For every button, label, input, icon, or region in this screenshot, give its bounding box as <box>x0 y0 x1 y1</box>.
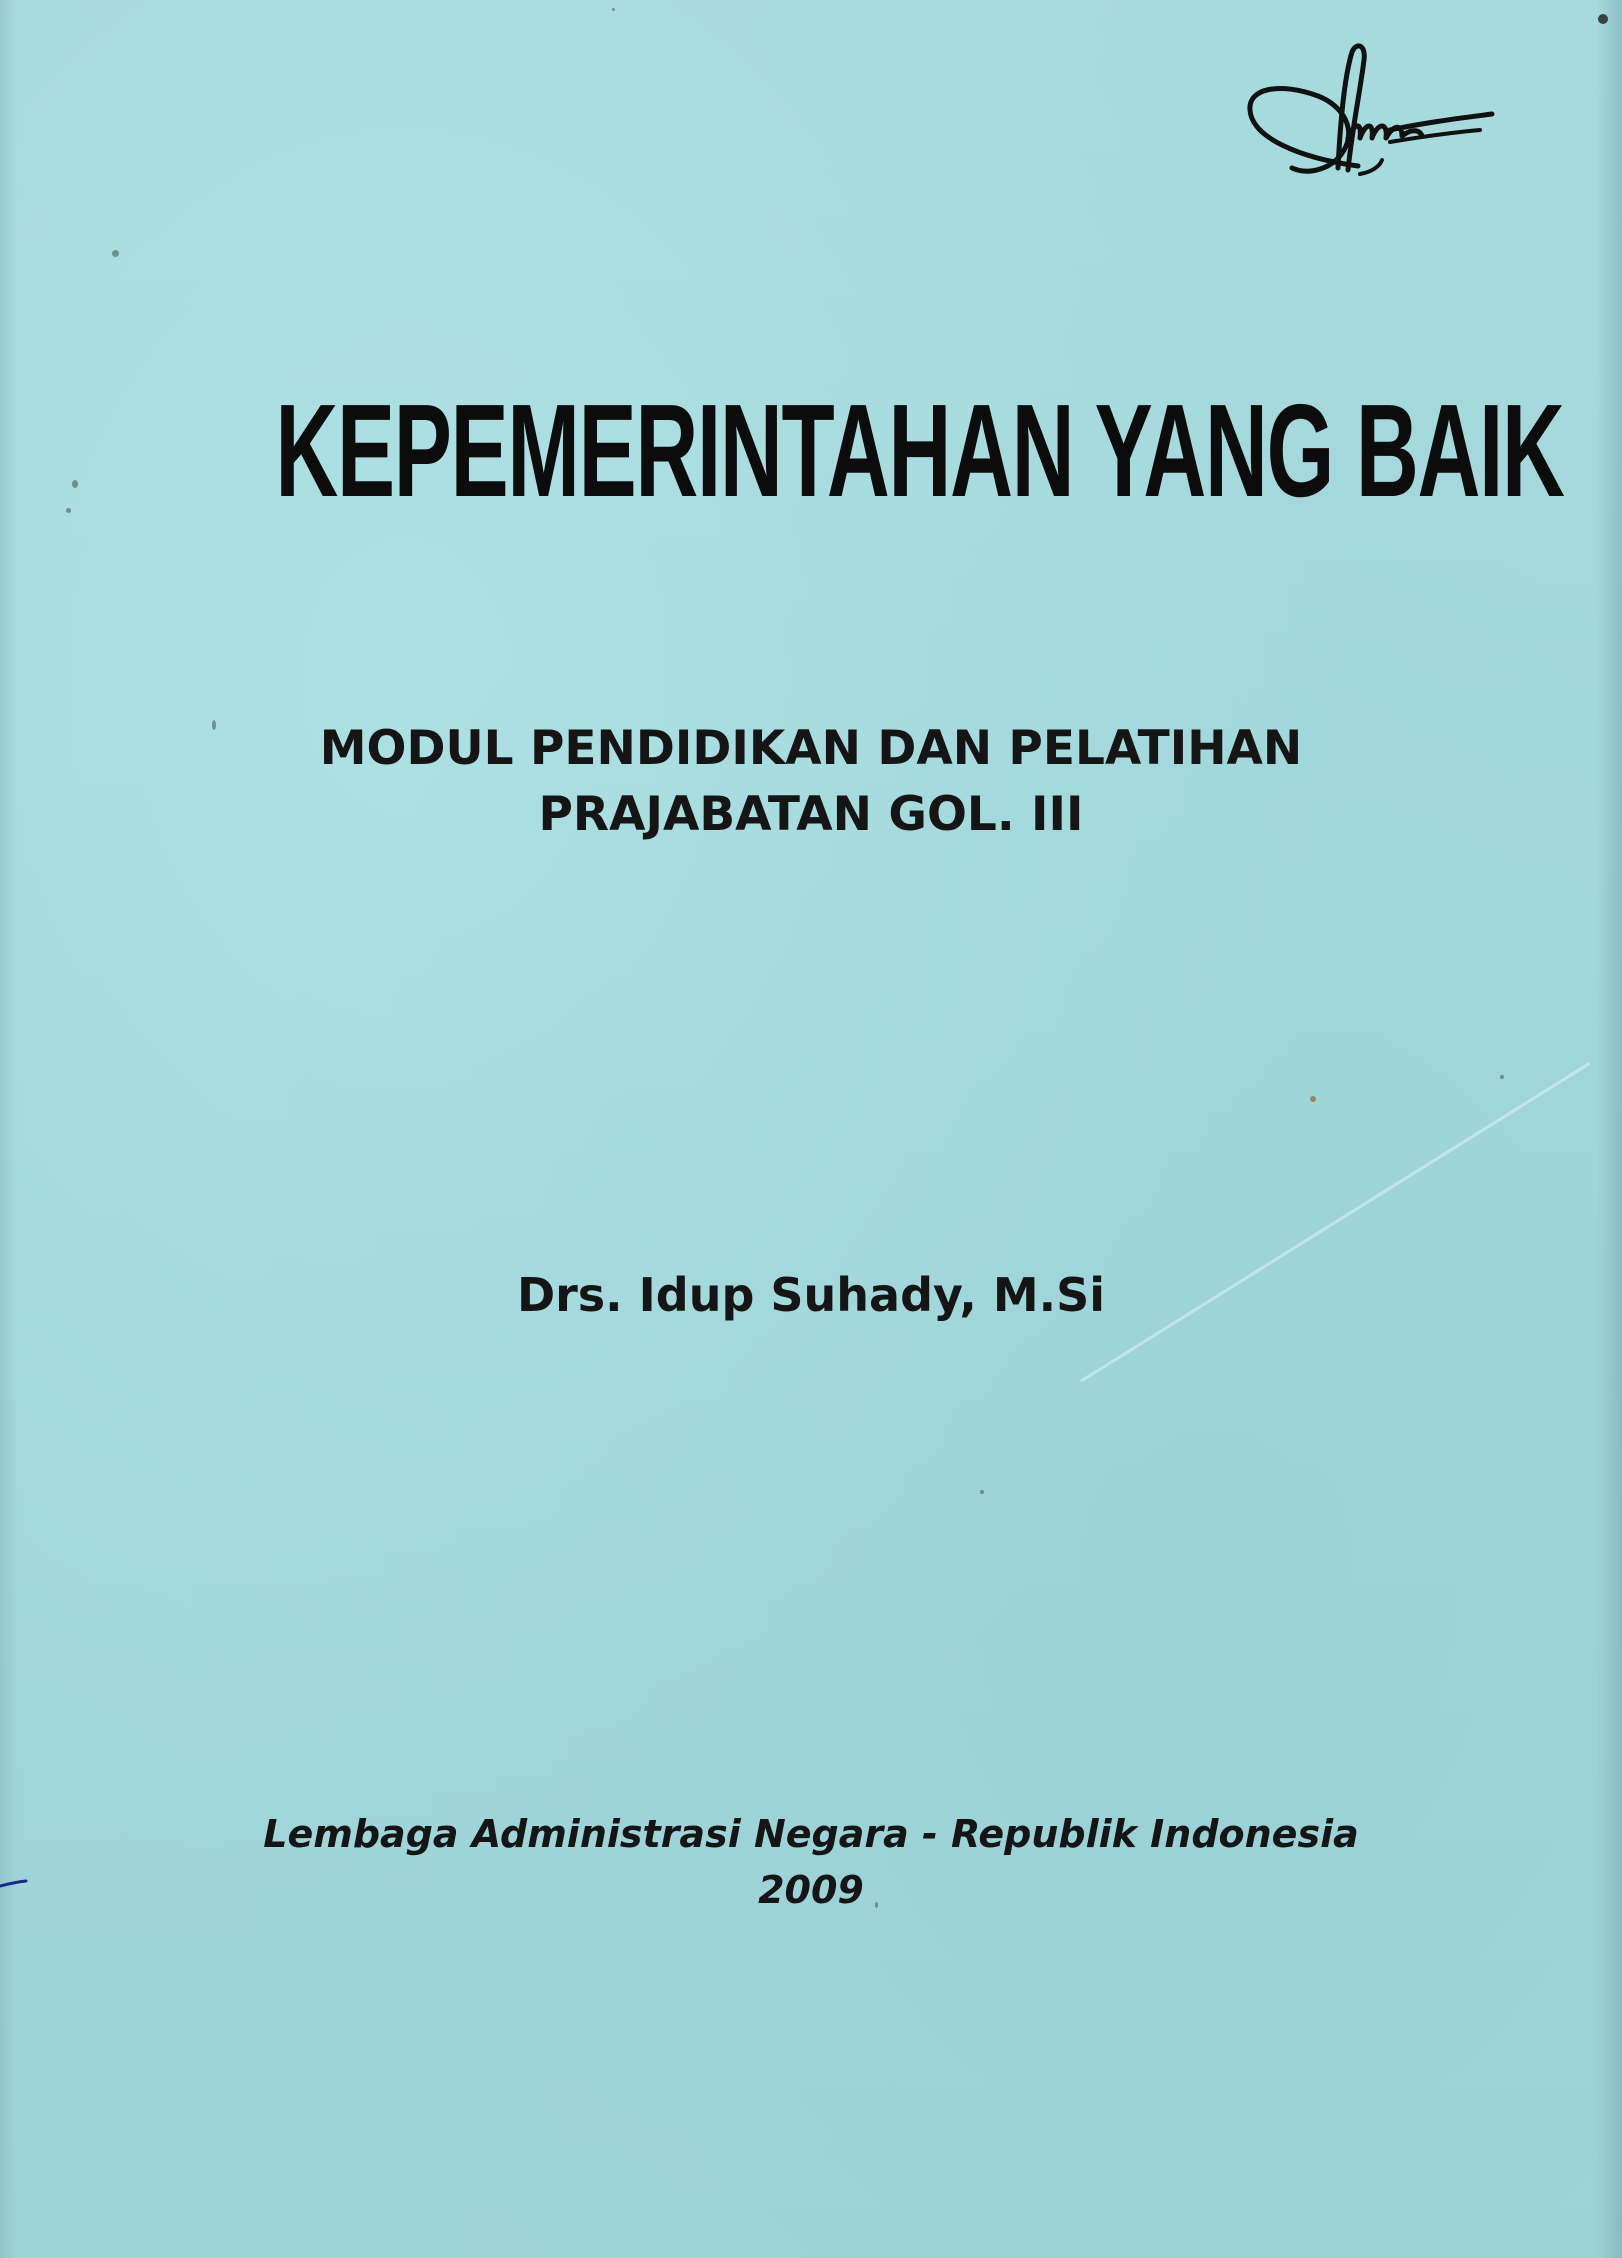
subtitle-line-2: PRAJABATAN GOL. III <box>538 787 1084 842</box>
dust-speck <box>66 508 71 513</box>
publisher-block <box>0 1806 1622 1918</box>
dust-speck <box>612 8 615 11</box>
dust-speck <box>1598 14 1608 24</box>
paper-crease <box>1080 1062 1590 1382</box>
publication-year: 2009 <box>758 1868 864 1912</box>
cover-left-edge-shadow <box>0 0 18 2258</box>
dust-speck <box>72 480 78 488</box>
cover-right-edge-shadow <box>1596 0 1622 2258</box>
author-name: Drs. Idup Suhady, M.Si <box>516 1268 1106 1322</box>
dust-speck <box>1310 1096 1316 1102</box>
cover-title: KEPEMERINTAHAN YANG BAIK <box>275 377 1564 524</box>
publisher-name: Lembaga Administrasi Negara - Republik Indonesia <box>263 1812 1359 1856</box>
dust-speck <box>112 250 119 257</box>
dust-speck <box>1500 1075 1504 1079</box>
handwritten-signature <box>1240 38 1500 238</box>
pen-mark <box>0 1878 30 1894</box>
subtitle-line-1: MODUL PENDIDIKAN DAN PELATIHAN <box>319 721 1303 776</box>
cover-subtitle <box>0 716 1622 848</box>
dust-speck <box>980 1490 984 1494</box>
